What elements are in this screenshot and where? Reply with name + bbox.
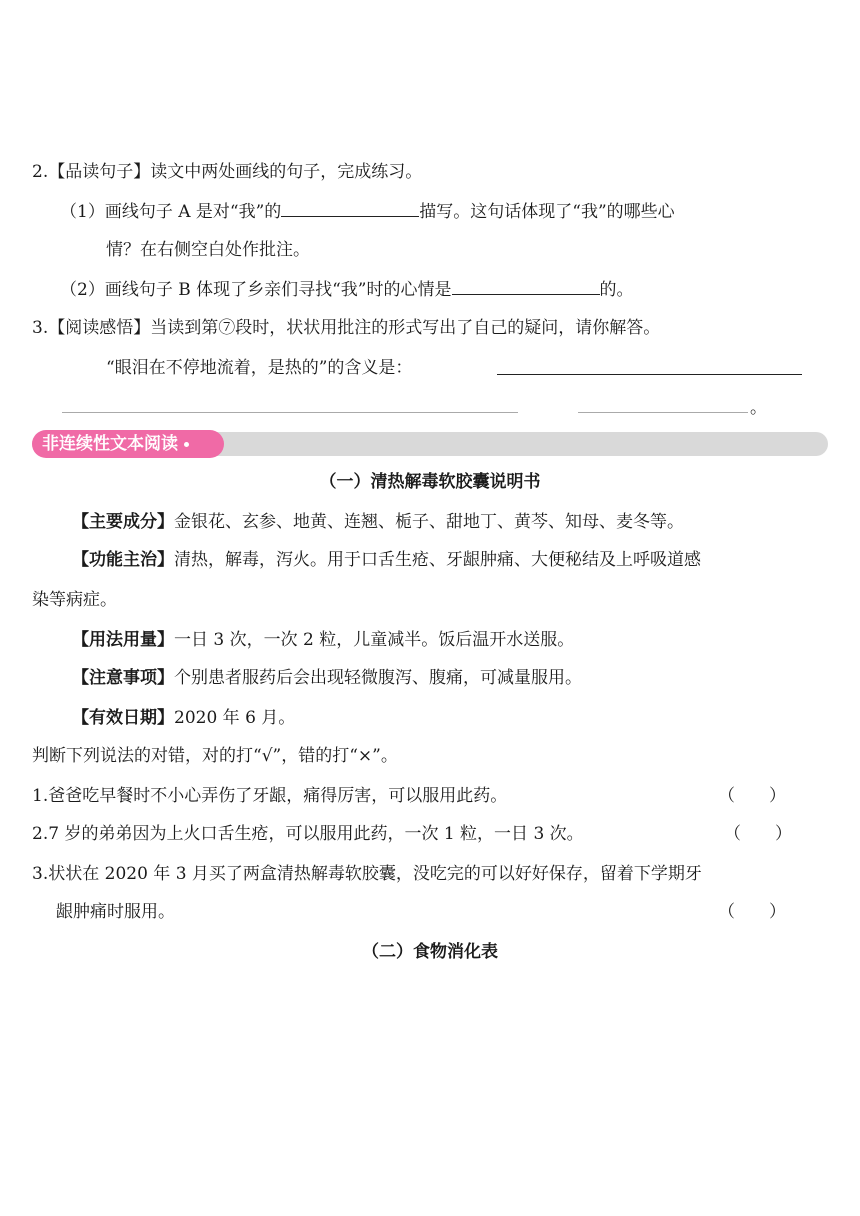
judge-item-3-cont: 龈肿痛时服用。	[56, 902, 175, 922]
q2-sub2-blank[interactable]	[452, 276, 600, 295]
q2-sub1-blank[interactable]	[281, 198, 419, 217]
q2-sub1-cont: 情？在右侧空白处作批注。	[106, 240, 310, 260]
q3-prompt: “眼泪在不停地流着，是热的”的含义是：	[106, 358, 413, 378]
q2-number: 2.	[32, 162, 49, 182]
q2-text: 读文中两处画线的句子，完成练习。	[150, 162, 423, 182]
q3-end-mark: 。	[750, 398, 767, 418]
q2-sub2-pre: （2）画线句子 B 体现了乡亲们寻找“我”时的心情是	[60, 280, 452, 300]
q3-number: 3.	[32, 318, 49, 338]
expiry-tag: 【有效日期】	[72, 708, 174, 728]
judge-item-1-answer[interactable]: （ ）	[718, 786, 786, 806]
q2-sub1-line	[60, 198, 675, 224]
judge-item-3-answer[interactable]: （ ）	[718, 902, 786, 922]
q3-line	[32, 316, 660, 340]
q2-line	[32, 160, 422, 184]
function-text-1: 清热，解毒，泻火。用于口舌生疮、牙龈肿痛、大便秘结及上呼吸道感	[174, 550, 701, 570]
part1-title: （一）清热解毒软胶囊说明书	[319, 472, 541, 492]
expiry-line	[72, 706, 295, 730]
q2-sub2-line	[60, 276, 634, 302]
usage-tag: 【用法用量】	[72, 630, 174, 650]
usage-line	[72, 628, 574, 652]
caution-tag: 【注意事项】	[72, 668, 174, 688]
q3-text: 当读到第⑦段时，状状用批注的形式写出了自己的疑问，请你解答。	[150, 318, 661, 338]
function-text-2: 染等病症。	[32, 590, 117, 610]
ingredients-text: 金银花、玄参、地黄、连翘、栀子、甜地丁、黄芩、知母、麦冬等。	[174, 512, 684, 532]
judge-item-3: 3.状状在 2020 年 3 月买了两盒清热解毒软胶囊，没吃完的可以好好保存，留着下学期牙	[32, 864, 702, 884]
function-line	[72, 548, 701, 572]
judge-instruction: 判断下列说法的对错，对的打“√”，错的打“×”。	[32, 746, 398, 766]
section-banner-label: 非连续性文本阅读	[42, 434, 178, 454]
judge-item-2: 2.7 岁的弟弟因为上火口舌生疮，可以服用此药，一次 1 粒，一日 3 次。	[32, 824, 584, 844]
usage-text: 一日 3 次，一次 2 粒，儿童减半。饭后温开水送服。	[174, 630, 575, 650]
caution-text: 个别患者服药后会出现轻微腹泻、腹痛，可减量服用。	[174, 668, 582, 688]
q3-answer-line-1[interactable]	[497, 374, 802, 375]
q3-answer-line-2[interactable]	[62, 412, 518, 413]
q2-sub2-post: 的。	[599, 280, 634, 300]
q2-tag: 【品读句子】	[48, 162, 151, 182]
q3-answer-line-3[interactable]	[578, 412, 748, 413]
ingredients-tag: 【主要成分】	[72, 512, 174, 532]
section-banner-tag	[32, 430, 224, 458]
part2-title: （二）食物消化表	[362, 942, 498, 962]
caution-line	[72, 666, 582, 690]
judge-item-2-answer[interactable]: （ ）	[724, 824, 792, 844]
ingredients-line	[72, 510, 684, 534]
function-tag: 【功能主治】	[72, 550, 174, 570]
q2-sub1-post: 描写。这句话体现了“我”的哪些心	[419, 202, 675, 222]
expiry-text: 2020 年 6 月。	[174, 708, 296, 728]
q3-tag: 【阅读感悟】	[48, 318, 151, 338]
q2-sub1-pre: （1）画线句子 A 是对“我”的	[60, 202, 282, 222]
banner-dot-icon	[184, 442, 189, 447]
judge-item-1: 1.爸爸吃早餐时不小心弄伤了牙龈，痛得厉害，可以服用此药。	[32, 786, 508, 806]
